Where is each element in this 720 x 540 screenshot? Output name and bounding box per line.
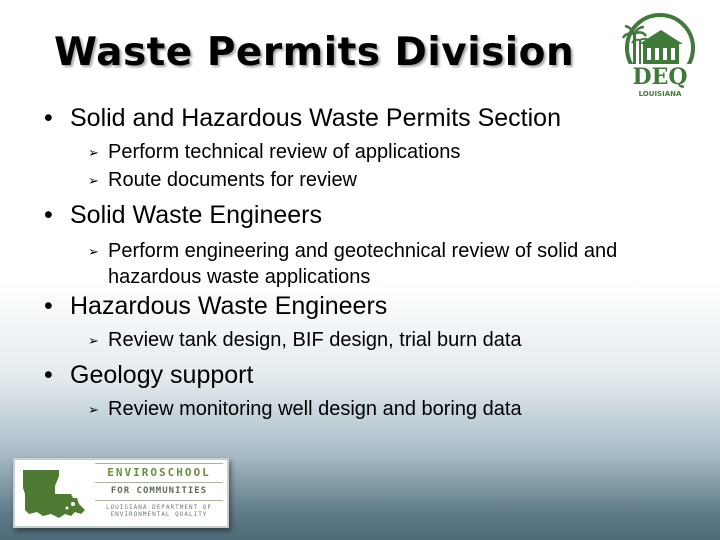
sub-bullet-item: [88, 167, 704, 195]
bullet-text: Solid Waste Engineers: [70, 201, 322, 229]
enviroschool-subtitle: FOR COMMUNITIES: [110, 486, 208, 496]
arrow-bullet-icon: ➢: [88, 145, 99, 160]
arrow-bullet-icon: ➢: [88, 244, 99, 259]
bullet-item: [44, 201, 704, 230]
sub-bullet-item: [88, 396, 704, 424]
sub-bullet-text: Review monitoring well design and boring data: [108, 398, 522, 420]
bullet-dot-icon: •: [44, 361, 53, 389]
bullet-text: Geology support: [70, 361, 254, 389]
bullet-item: [44, 292, 704, 321]
bullet-item: [44, 361, 704, 390]
enviroschool-title: ENVIROSCHOOL: [107, 466, 211, 479]
enviroschool-logo: [13, 458, 229, 528]
bullet-dot-icon: •: [44, 292, 53, 320]
enviroschool-dept-line1: LOUISIANA DEPARTMENT OF: [105, 504, 213, 511]
bullet-text: Hazardous Waste Engineers: [70, 292, 388, 320]
deq-logo: [617, 12, 703, 102]
arrow-bullet-icon: ➢: [88, 333, 99, 348]
sub-bullet-text: Perform technical review of applications: [108, 141, 461, 163]
arrow-bullet-icon: ➢: [88, 402, 99, 417]
bullet-text: Solid and Hazardous Waste Permits Section: [70, 104, 561, 132]
deq-logo-subtext: LOUISIANA: [638, 90, 682, 98]
deq-logo-text: DEQ: [632, 64, 688, 90]
enviroschool-dept-line2: ENVIRONMENTAL QUALITY: [110, 511, 208, 518]
bullet-dot-icon: •: [44, 201, 53, 229]
sub-bullet-item: [88, 139, 704, 167]
sub-bullet-text: Route documents for review: [108, 169, 358, 191]
bullet-item: [44, 104, 704, 133]
arrow-bullet-icon: ➢: [88, 173, 99, 188]
bullet-list: [44, 104, 704, 424]
slide-title: Waste Permits Division: [54, 30, 575, 75]
bullet-group: [44, 292, 704, 355]
bullet-group: [44, 361, 704, 424]
sub-bullet-item: [88, 327, 704, 355]
bullet-group: [44, 104, 704, 195]
sub-bullet-item: [88, 238, 704, 290]
bullet-dot-icon: •: [44, 104, 53, 132]
bullet-group: [44, 201, 704, 290]
sub-bullet-text: Perform engineering and geotechnical review of solid and hazardous waste applications: [108, 240, 618, 288]
sub-bullet-text: Review tank design, BIF design, trial burn data: [108, 329, 522, 351]
louisiana-map-icon: [19, 464, 89, 522]
